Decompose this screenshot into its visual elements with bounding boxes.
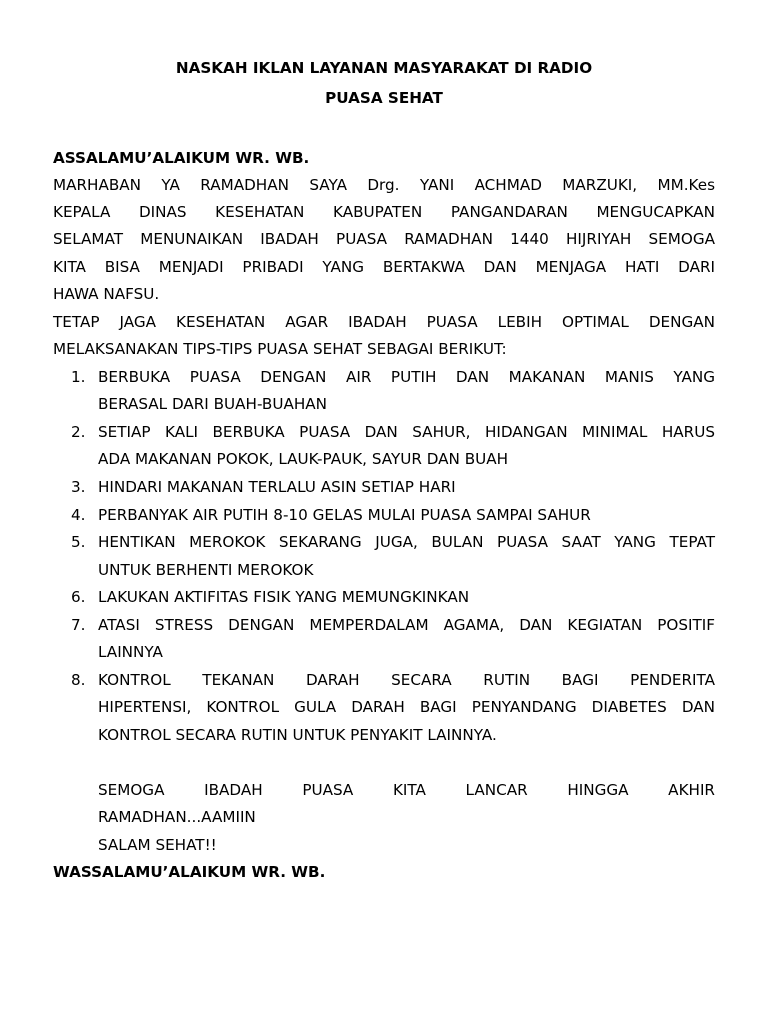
list-number: 2.: [71, 423, 86, 441]
tips-intro-line: TETAP JAGA KESEHATAN AGAR IBADAH PUASA LEBIH OPTIMAL DENGAN: [53, 313, 715, 331]
closing-line: SEMOGA IBADAH PUASA KITA LANCAR HINGGA AKHIR: [98, 781, 715, 799]
list-item-text: KONTROL SECARA RUTIN UNTUK PENYAKIT LAINNYA.: [98, 726, 497, 744]
list-item-text: SETIAP KALI BERBUKA PUASA DAN SAHUR, HIDANGAN MINIMAL HARUS: [98, 423, 715, 441]
list-item-text: BERASAL DARI BUAH-BUAHAN: [98, 395, 327, 413]
list-item-text: LAKUKAN AKTIFITAS FISIK YANG MEMUNGKINKAN: [98, 588, 470, 606]
list-number: 8.: [71, 671, 86, 689]
list-item-text: LAINNYA: [98, 643, 163, 661]
document-title: NASKAH IKLAN LAYANAN MASYARAKAT DI RADIO: [175, 59, 593, 77]
list-number: 6.: [71, 588, 86, 606]
list-item-text: UNTUK BERHENTI MEROKOK: [98, 561, 314, 579]
list-number: 5.: [71, 533, 86, 551]
list-item-text: HENTIKAN MEROKOK SEKARANG JUGA, BULAN PUASA SAAT YANG TEPAT: [98, 533, 715, 551]
list-number: 4.: [71, 506, 86, 524]
list-number: 7.: [71, 616, 86, 634]
closing-line: RAMADHAN...AAMIIN: [98, 808, 256, 826]
list-number: 3.: [71, 478, 86, 496]
list-item-text: HIPERTENSI, KONTROL GULA DARAH BAGI PENYANDANG DIABETES DAN: [98, 698, 715, 716]
list-item-text: ATASI STRESS DENGAN MEMPERDALAM AGAMA, DAN KEGIATAN POSITIF: [98, 616, 715, 634]
intro-line: KEPALA DINAS KESEHATAN KABUPATEN PANGANDARAN MENGUCAPKAN: [53, 203, 715, 221]
intro-line: HAWA NAFSU.: [53, 285, 160, 303]
farewell: WASSALAMU’ALAIKUM WR. WB.: [53, 863, 326, 881]
intro-line: SELAMAT MENUNAIKAN IBADAH PUASA RAMADHAN 1440 HIJRIYAH SEMOGA: [53, 230, 715, 248]
list-number: 1.: [71, 368, 86, 386]
list-item-text: HINDARI MAKANAN TERLALU ASIN SETIAP HARI: [98, 478, 456, 496]
tips-intro-line: MELAKSANAKAN TIPS-TIPS PUASA SEHAT SEBAGAI BERIKUT:: [53, 340, 507, 358]
intro-line: KITA BISA MENJADI PRIBADI YANG BERTAKWA DAN MENJAGA HATI DARI: [53, 258, 715, 276]
list-item-text: PERBANYAK AIR PUTIH 8-10 GELAS MULAI PUASA SAMPAI SAHUR: [98, 506, 591, 524]
closing-line: SALAM SEHAT!!: [98, 836, 217, 854]
list-item-text: KONTROL TEKANAN DARAH SECARA RUTIN BAGI PENDERITA: [98, 671, 715, 689]
document-subtitle: PUASA SEHAT: [325, 89, 443, 107]
list-item-text: ADA MAKANAN POKOK, LAUK-PAUK, SAYUR DAN BUAH: [98, 450, 509, 468]
list-item-text: BERBUKA PUASA DENGAN AIR PUTIH DAN MAKANAN MANIS YANG: [98, 368, 715, 386]
greeting: ASSALAMU’ALAIKUM WR. WB.: [53, 149, 310, 167]
intro-line: MARHABAN YA RAMADHAN SAYA Drg. YANI ACHMAD MARZUKI, MM.Kes: [53, 176, 715, 194]
